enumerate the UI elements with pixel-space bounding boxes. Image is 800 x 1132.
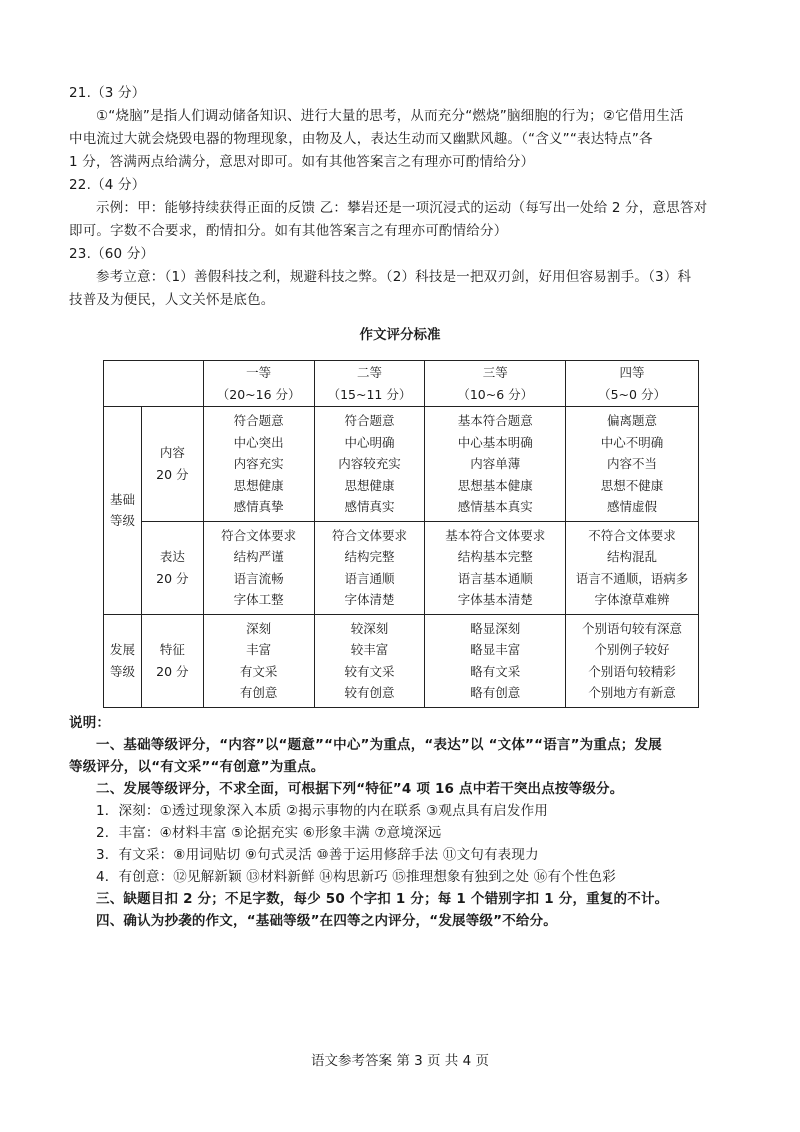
cell-text: 有创意	[239, 685, 278, 700]
cell-text: 中心突出	[233, 434, 284, 450]
cell-text: 略有创意	[470, 685, 521, 700]
cell-text: 思想基本健康	[457, 477, 533, 493]
level-label-line: 等级	[109, 663, 135, 679]
cell-text: 不符合文体要求	[588, 527, 676, 543]
criterion-score: 20 分	[156, 466, 189, 482]
table-cell	[203, 407, 314, 522]
cell-text: 符合文体要求	[221, 527, 297, 543]
cell-text: 中心基本明确	[457, 434, 533, 450]
grade-name: 四等	[619, 365, 645, 380]
cell-text: 符合题意	[344, 413, 395, 428]
level-label-line: 发展	[109, 642, 135, 657]
level-label-line: 基础	[109, 491, 135, 507]
cell-text: 基本符合题意	[457, 413, 533, 428]
rubric-table	[103, 360, 699, 708]
cell-text: 内容充实	[233, 456, 284, 471]
cell-text: 略显丰富	[470, 642, 521, 657]
grade-header	[314, 361, 425, 407]
cell-text: 感情基本真实	[457, 499, 533, 514]
table-cell	[314, 407, 425, 522]
criterion-score: 20 分	[156, 570, 189, 586]
cell-text: 有文采	[239, 663, 278, 679]
cell-text: 中心不明确	[600, 434, 664, 450]
table-cell	[566, 521, 699, 614]
table-row-content	[104, 407, 699, 522]
cell-text: 内容不当	[607, 456, 658, 471]
cell-text: 感情真挚	[233, 499, 284, 514]
cell-text: 中心明确	[344, 434, 395, 450]
cell-text: 个别语句较精彩	[588, 663, 676, 679]
q22-heading: 22.（4 分）	[69, 177, 146, 193]
cell-text: 思想不健康	[600, 477, 664, 493]
grade-range: （10~6 分）	[457, 386, 534, 402]
cell-text: 语言通顺	[344, 570, 395, 586]
cell-text: 偏离题意	[607, 413, 658, 428]
cell-text: 字体工整	[233, 592, 284, 607]
q21-answer-line: ①“烧脑”是指人们调动储备知识、进行大量的思考，从而充分“燃烧”脑细胞的行为；②它借用生活	[96, 108, 684, 124]
page-footer: 语文参考答案 第 3 页 共 4 页	[311, 1053, 489, 1069]
feature-line: 4．有创意：⑫见解新颖 ⑬材料新鲜 ⑭构思新巧 ⑮推理想象有独到之处 ⑯有个性色彩	[96, 869, 616, 885]
cell-text: 字体基本清楚	[457, 592, 533, 607]
cell-text: 略有文采	[470, 663, 521, 679]
cell-text: 个别例子较好	[594, 642, 670, 657]
cell-text: 略显深刻	[470, 620, 521, 636]
table-cell	[566, 407, 699, 522]
table-cell	[425, 407, 566, 522]
cell-text: 结构严谨	[233, 549, 284, 564]
cell-text: 感情虚假	[607, 499, 658, 514]
criterion-name: 特征	[159, 642, 185, 657]
criterion-name: 表达	[159, 549, 185, 564]
cell-text: 较丰富	[350, 642, 389, 657]
q21-answer-line: 中电流过大就会烧毁电器的物理现象，由物及人，表达生动而又幽默风趣。（“含义”“表达特点”各	[69, 131, 653, 147]
grade-range: （5~0 分）	[598, 386, 666, 402]
cell-text: 思想健康	[233, 477, 284, 493]
basic-level-label	[104, 407, 142, 615]
criterion-label-content	[141, 407, 203, 522]
cell-text: 思想健康	[344, 477, 395, 493]
grade-range: （20~16 分）	[216, 386, 301, 402]
grade-header	[425, 361, 566, 407]
table-cell	[425, 521, 566, 614]
cell-text: 字体潦草难辨	[594, 592, 670, 607]
note-line: 四、确认为抄袭的作文，“基础等级”在四等之内评分，“发展等级”不给分。	[96, 913, 557, 929]
cell-text: 符合文体要求	[331, 527, 407, 543]
q21-heading: 21.（3 分）	[69, 85, 146, 101]
q23-answer-line: 技普及为便民，人文关怀是底色。	[69, 292, 275, 308]
feature-line: 2．丰富：④材料丰富 ⑤论据充实 ⑥形象丰满 ⑦意境深远	[96, 825, 442, 841]
table-row-expression	[104, 521, 699, 614]
table-cell	[203, 614, 314, 707]
table-cell	[425, 614, 566, 707]
cell-text: 语言不通顺，语病多	[575, 570, 689, 586]
level-label-line: 等级	[109, 513, 135, 529]
cell-text: 个别语句较有深意	[582, 620, 683, 636]
header-empty-cell	[104, 361, 204, 407]
q22-answer-line: 示例：甲：能够持续获得正面的反馈 乙：攀岩还是一项沉浸式的运动（每写出一处给 2 分，意思答对	[96, 200, 708, 216]
cell-text: 结构完整	[344, 549, 395, 564]
cell-text: 较有创意	[344, 685, 395, 700]
note-line: 二、发展等级评分，不求全面，可根据下列“特征”4 项 16 点中若干突出点按等级分。	[96, 781, 624, 797]
note-line: 三、缺题目扣 2 分；不足字数，每少 50 个字扣 1 分；每 1 个错别字扣 1 分，重复的不计。	[96, 891, 669, 907]
criterion-label-features	[141, 614, 203, 707]
q23-heading: 23.（60 分）	[69, 246, 155, 262]
feature-line: 1．深刻：①透过现象深入本质 ②揭示事物的内在联系 ③观点具有启发作用	[96, 803, 548, 819]
rubric-title: 作文评分标准	[359, 327, 441, 343]
table-cell	[314, 614, 425, 707]
grade-name: 三等	[482, 365, 508, 380]
criterion-name: 内容	[159, 445, 185, 461]
cell-text: 语言流畅	[233, 570, 284, 586]
table-cell	[566, 614, 699, 707]
criterion-label-expression	[141, 521, 203, 614]
notes-heading: 说明：	[69, 715, 111, 731]
note-line: 一、基础等级评分，“内容”以“题意”“中心”为重点，“表达”以 “文体”“语言”为重点；发展	[96, 737, 662, 753]
cell-text: 丰富	[246, 642, 272, 657]
feature-line: 3．有文采：⑧用词贴切 ⑨句式灵活 ⑩善于运用修辞手法 ⑪文句有表现力	[96, 847, 539, 863]
cell-text: 较有文采	[344, 663, 395, 679]
q22-answer-line: 即可。字数不合要求，酌情扣分。如有其他答案言之有理亦可酌情给分）	[69, 223, 508, 239]
q23-answer-line: 参考立意：（1）善假科技之利，规避科技之弊。（2）科技是一把双刃剑，好用但容易割手。（3）科	[96, 269, 692, 285]
table-row-features	[104, 614, 699, 707]
table-cell	[314, 521, 425, 614]
table-cell	[203, 521, 314, 614]
note-line: 等级评分，以“有文采”“有创意”为重点。	[69, 759, 325, 775]
cell-text: 内容较充实	[338, 456, 401, 471]
cell-text: 结构基本完整	[457, 549, 533, 564]
cell-text: 基本符合文体要求	[445, 527, 546, 543]
cell-text: 字体清楚	[344, 592, 395, 607]
grade-name: 一等	[246, 365, 272, 380]
cell-text: 个别地方有新意	[588, 685, 676, 700]
q21-answer-line: 1 分，答满两点给满分，意思对即可。如有其他答案言之有理亦可酌情给分）	[69, 154, 535, 170]
cell-text: 内容单薄	[470, 456, 521, 471]
grade-range: （15~11 分）	[327, 386, 412, 402]
dev-level-label	[104, 614, 142, 707]
grade-header	[566, 361, 699, 407]
grade-header	[203, 361, 314, 407]
table-header-row	[104, 361, 699, 407]
grade-name: 二等	[356, 365, 382, 380]
cell-text: 符合题意	[233, 413, 284, 428]
cell-text: 深刻	[246, 620, 272, 636]
criterion-score: 20 分	[156, 663, 189, 679]
cell-text: 感情真实	[344, 499, 395, 514]
cell-text: 结构混乱	[607, 549, 658, 564]
cell-text: 较深刻	[350, 620, 389, 636]
cell-text: 语言基本通顺	[457, 570, 533, 586]
